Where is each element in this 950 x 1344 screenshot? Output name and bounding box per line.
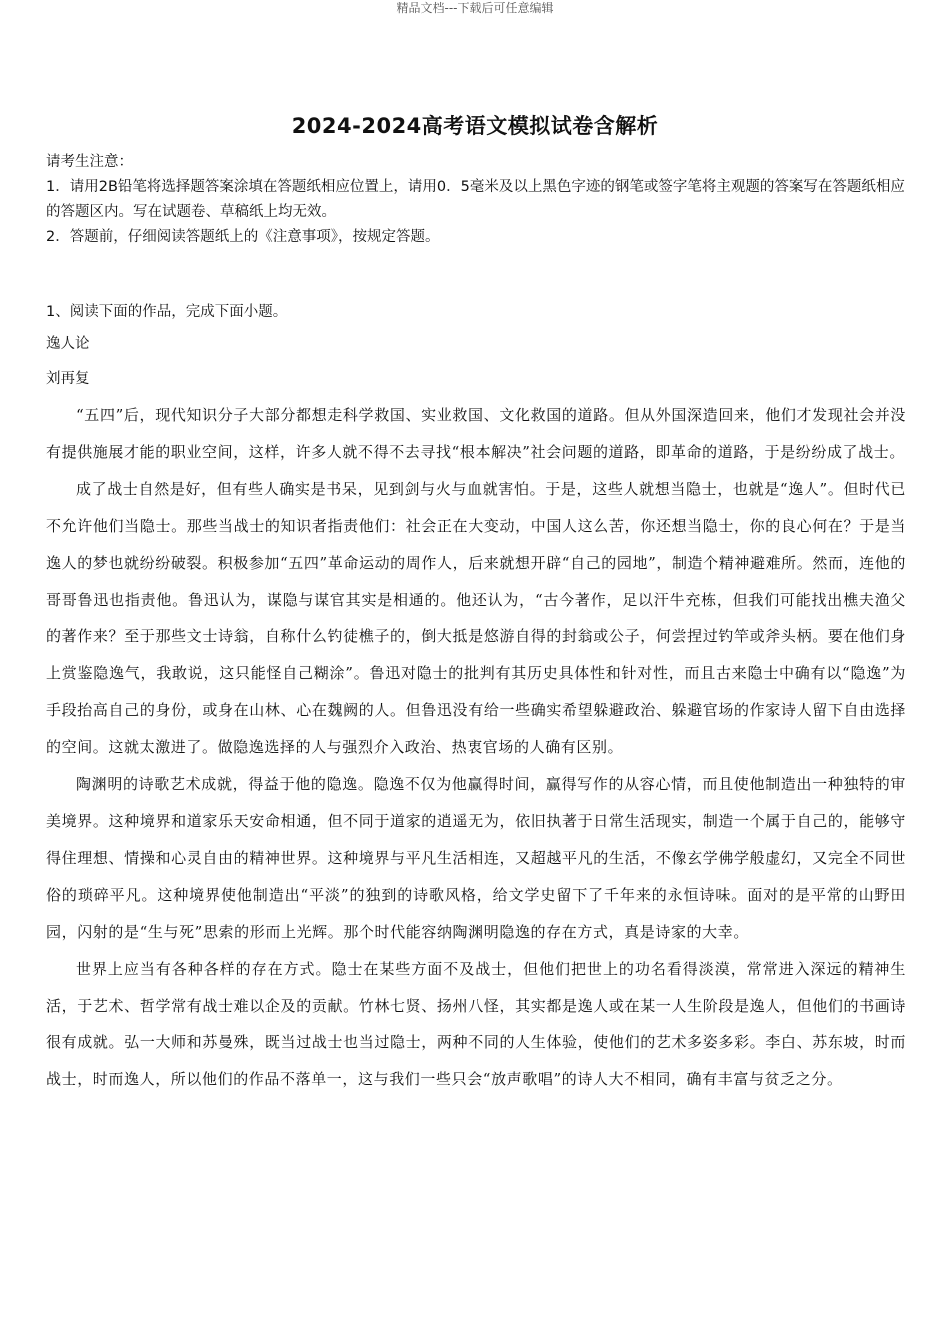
essay-paragraph: 陶渊明的诗歌艺术成就，得益于他的隐逸。隐逸不仅为他赢得时间，赢得写作的从容心情，而且使他制造出一种独特的审美境界。这种境界和道家乐天安命相通，但不同于道家的逍遥无为，依旧执著于日常生活现实，制造一个属于自己的，能够守得住理想、情操和心灵自由的精神世界。这种境界与平凡生活相连，又超越平凡的生活，不像玄学佛学般虚幻，又完全不同世俗的琐碎平凡。这种境界使他制造出“平淡”的独到的诗歌风格，给文学史留下了千年来的永恒诗味。面对的是平常的山野田园，闪射的是“生与死”思索的形而上光辉。那个时代能容纳陶渊明隐逸的存在方式，真是诗家的大幸。 <box>46 775 906 941</box>
notice-item-2: 2．答题前，仔细阅读答题纸上的《注意事项》，按规定答题。 <box>46 229 440 245</box>
question-prompt: 1、阅读下面的作品，完成下面小题。 <box>46 304 288 320</box>
essay-author: 刘再复 <box>46 371 90 387</box>
exam-notice <box>46 150 906 250</box>
essay-title: 逸人论 <box>46 336 90 352</box>
essay-body <box>46 397 906 1098</box>
page-header: 精品文档---下载后可任意编辑 <box>396 1 554 15</box>
essay-paragraph: “五四”后，现代知识分子大部分都想走科学救国、实业救国、文化救国的道路。但从外国深造回来，他们才发现社会并没有提供施展才能的职业空间，这样，许多人就不得不去寻找“根本解决”社会问题的道路，即革命的道路，于是纷纷成了战士。 <box>46 406 906 461</box>
notice-heading: 请考生注意： <box>46 154 133 170</box>
notice-item-1: 1．请用2B铅笔将选择题答案涂填在答题纸相应位置上，请用0．5毫米及以上黑色字迹的钢笔或签字笔将主观题的答案写在答题纸相应的答题区内。写在试题卷、草稿纸上均无效。 <box>46 179 905 220</box>
essay-paragraph: 成了战士自然是好，但有些人确实是书呆，见到剑与火与血就害怕。于是，这些人就想当隐士，也就是“逸人”。但时代已不允许他们当隐士。那些当战士的知识者指责他们：社会正在大变动，中国人这么苦，你还想当隐士，你的良心何在？于是当逸人的梦也就纷纷破裂。积极参加“五四”革命运动的周作人，后来就想开辟“自己的园地”，制造个精神避难所。然而，连他的哥哥鲁迅也指责他。鲁迅认为，谋隐与谋官其实是相通的。他还认为，“古今著作，足以汗牛充栋，但我们可能找出樵夫渔父的著作来？至于那些文士诗翁，自称什么钓徒樵子的，倒大抵是悠游自得的封翁或公子，何尝捏过钓竿或斧头柄。要在他们身上赏鉴隐逸气，我敢说，这只能怪自己糊涂”。鲁迅对隐士的批判有其历史具体性和针对性，而且古来隐士中确有以“隐逸”为手段抬高自己的身份，或身在山林、心在魏阙的人。但鲁迅没有给一些确实希望躲避政治、躲避官场的作家诗人留下自由选择的空间。这就太激进了。做隐逸选择的人与强烈介入政治、热衷官场的人确有区别。 <box>46 479 906 757</box>
essay-paragraph: 世界上应当有各种各样的存在方式。隐士在某些方面不及战士，但他们把世上的功名看得淡漠，常常进入深远的精神生活，于艺术、哲学常有战士难以企及的贡献。竹林七贤、扬州八怪，其实都是逸人或在某一人生阶段是逸人，但他们的书画诗很有成就。弘一大师和苏曼殊，既当过战士也当过隐士，两种不同的人生体验，使他们的艺术多姿多彩。李白、苏东坡，时而战士，时而逸人，所以他们的作品不落单一，这与我们一些只会“放声歌唱”的诗人大不相同，确有丰富与贫乏之分。 <box>46 959 906 1089</box>
document-title: 2024-2024高考语文模拟试卷含解析 <box>291 114 659 138</box>
